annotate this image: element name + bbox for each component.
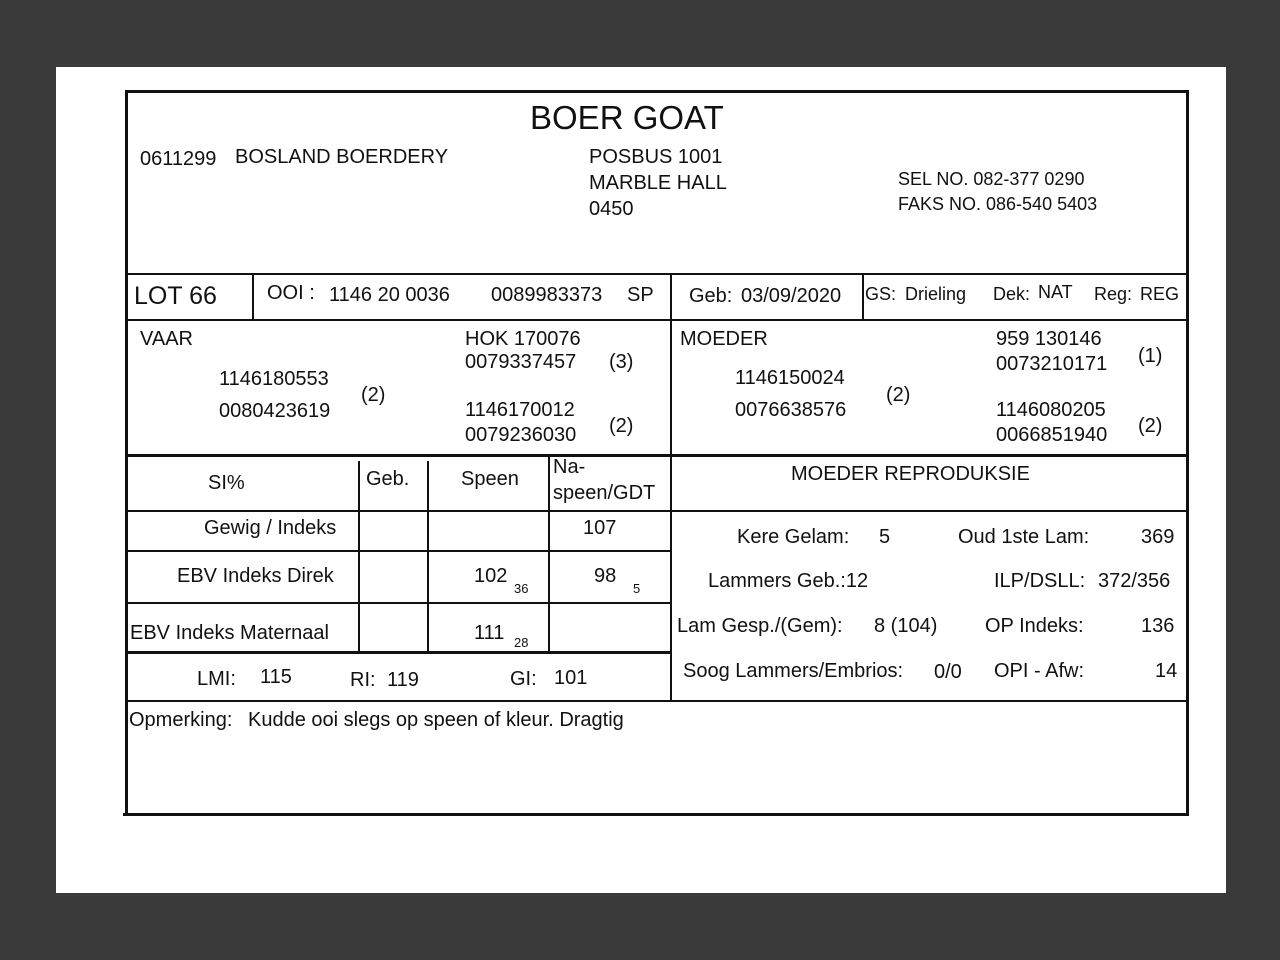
gs-label: GS:: [865, 284, 897, 304]
fax-number: FAKS NO. 086-540 5403: [898, 194, 1098, 214]
border-right: [1186, 90, 1189, 816]
divider-col-si: [358, 461, 360, 653]
opi-deviation-label: OPI - Afw:: [994, 660, 1085, 682]
sire-dam-line-1: 1146170012: [465, 399, 575, 421]
divider-row2: [127, 602, 670, 604]
border-bottom: [123, 813, 1189, 816]
row-ebv-maternal-speen: 111: [474, 622, 505, 644]
breeder-number: 0611299: [140, 148, 217, 170]
ooi-id: 1146 20 0036: [329, 284, 450, 306]
lmi-value: 115: [260, 666, 292, 688]
row-ebv-direct-naspeen: 98: [594, 565, 617, 587]
times-lambed-label: Kere Gelam:: [737, 526, 850, 548]
row-label-ebv-direct: EBV Indeks Direk: [177, 565, 334, 587]
lot-number: LOT 66: [134, 282, 217, 310]
row-ebv-direct-speen: 102: [474, 565, 508, 587]
ooi-code: SP: [627, 284, 654, 306]
sire-dam-count: (2): [609, 415, 634, 437]
address-line-3: 0450: [589, 198, 634, 220]
age-first-lamb-value: 369: [1141, 526, 1175, 548]
col-header-naspeen-1: Na-: [553, 456, 586, 478]
ooi-id-2: 0089983373: [491, 284, 603, 306]
ilp-dsll-value: 372/356: [1098, 570, 1171, 592]
dam-id-1: 1146150024: [735, 367, 845, 389]
divider-center: [670, 273, 672, 701]
gi-value: 101: [554, 667, 588, 689]
dam-sire-line-1: 959 130146: [996, 328, 1102, 350]
divider-lot-ooi: [252, 273, 254, 319]
divider-geb-gs: [862, 273, 864, 319]
dam-dam-line-1: 1146080205: [996, 399, 1106, 421]
row-weight-naspeen: 107: [583, 517, 617, 539]
dek-value: NAT: [1038, 282, 1073, 302]
col-header-naspeen-2: speen/GDT: [553, 482, 656, 504]
lambs-born: Lammers Geb.:12: [708, 570, 869, 592]
reproduction-title: MOEDER REPRODUKSIE: [791, 463, 1030, 485]
divider-col-speen: [548, 454, 550, 653]
border-top: [125, 90, 1189, 93]
op-index-value: 136: [1141, 615, 1175, 637]
sire-id-2: 0080423619: [219, 400, 331, 422]
sire-count: (2): [361, 384, 386, 406]
ri-label: RI:: [350, 669, 376, 691]
gi-label: GI:: [510, 668, 537, 690]
border-left: [125, 90, 128, 816]
reg-label: Reg:: [1094, 284, 1133, 304]
divider-pedigree: [127, 454, 1187, 457]
divider-table-header: [127, 510, 1187, 512]
sire-id-1: 1146180553: [219, 368, 329, 390]
divider-header: [127, 273, 1187, 275]
gs-value: Drieling: [905, 284, 967, 304]
reg-value: REG: [1140, 284, 1180, 304]
ooi-label: OOI :: [267, 282, 315, 304]
divider-col-geb: [427, 461, 429, 653]
row-label-weight: Gewig / Indeks: [204, 517, 337, 539]
dam-sire-line-2: 0073210171: [996, 353, 1108, 375]
sire-sire-line-2: 0079337457: [465, 351, 577, 373]
suckling-value: 0/0: [934, 661, 962, 683]
times-lambed-value: 5: [879, 526, 891, 548]
dam-sire-count: (1): [1138, 345, 1163, 367]
age-first-lamb-label: Oud 1ste Lam:: [958, 526, 1090, 548]
divider-remarks: [127, 700, 1187, 702]
card-title: BOER GOAT: [530, 99, 724, 136]
remark-label: Opmerking:: [129, 709, 233, 731]
dam-count: (2): [886, 384, 911, 406]
lmi-label: LMI:: [197, 668, 236, 690]
row-ebv-maternal-speen-sub: 28: [514, 635, 529, 650]
opi-deviation-value: 14: [1155, 660, 1178, 682]
divider-row1: [127, 550, 670, 552]
dam-dam-count: (2): [1138, 415, 1163, 437]
lambs-weaned-value: 8 (104): [874, 615, 938, 637]
suckling-label: Soog Lammers/Embrios:: [683, 660, 904, 682]
col-header-speen: Speen: [461, 468, 519, 490]
divider-row3: [127, 651, 670, 654]
op-index-label: OP Indeks:: [985, 615, 1084, 637]
sire-sire-count: (3): [609, 351, 634, 373]
row-ebv-direct-naspeen-sub: 5: [633, 581, 641, 596]
farm-name: BOSLAND BOERDERY: [235, 146, 449, 168]
ri-value: 119: [387, 669, 419, 691]
col-header-geb: Geb.: [366, 468, 410, 490]
sire-label: VAAR: [140, 328, 193, 350]
birth-date: 03/09/2020: [741, 285, 842, 307]
sire-sire-line-1: HOK 170076: [465, 328, 581, 350]
divider-lot-row: [127, 319, 1187, 321]
row-label-ebv-maternal: EBV Indeks Maternaal: [130, 622, 329, 644]
ilp-dsll-label: ILP/DSLL:: [994, 570, 1086, 592]
sire-dam-line-2: 0079236030: [465, 424, 577, 446]
dek-label: Dek:: [993, 284, 1031, 304]
address-line-2: MARBLE HALL: [589, 172, 727, 194]
address-line-1: POSBUS 1001: [589, 146, 723, 168]
row-ebv-direct-speen-sub: 36: [514, 581, 529, 596]
dam-id-2: 0076638576: [735, 399, 847, 421]
birth-label: Geb:: [689, 285, 733, 307]
lambs-weaned-label: Lam Gesp./(Gem):: [677, 615, 843, 637]
dam-dam-line-2: 0066851940: [996, 424, 1108, 446]
dam-label: MOEDER: [680, 328, 768, 350]
col-header-si: SI%: [208, 472, 245, 494]
remark-text: Kudde ooi slegs op speen of kleur. Dragtig: [248, 709, 624, 731]
cell-number: SEL NO. 082-377 0290: [898, 169, 1085, 189]
